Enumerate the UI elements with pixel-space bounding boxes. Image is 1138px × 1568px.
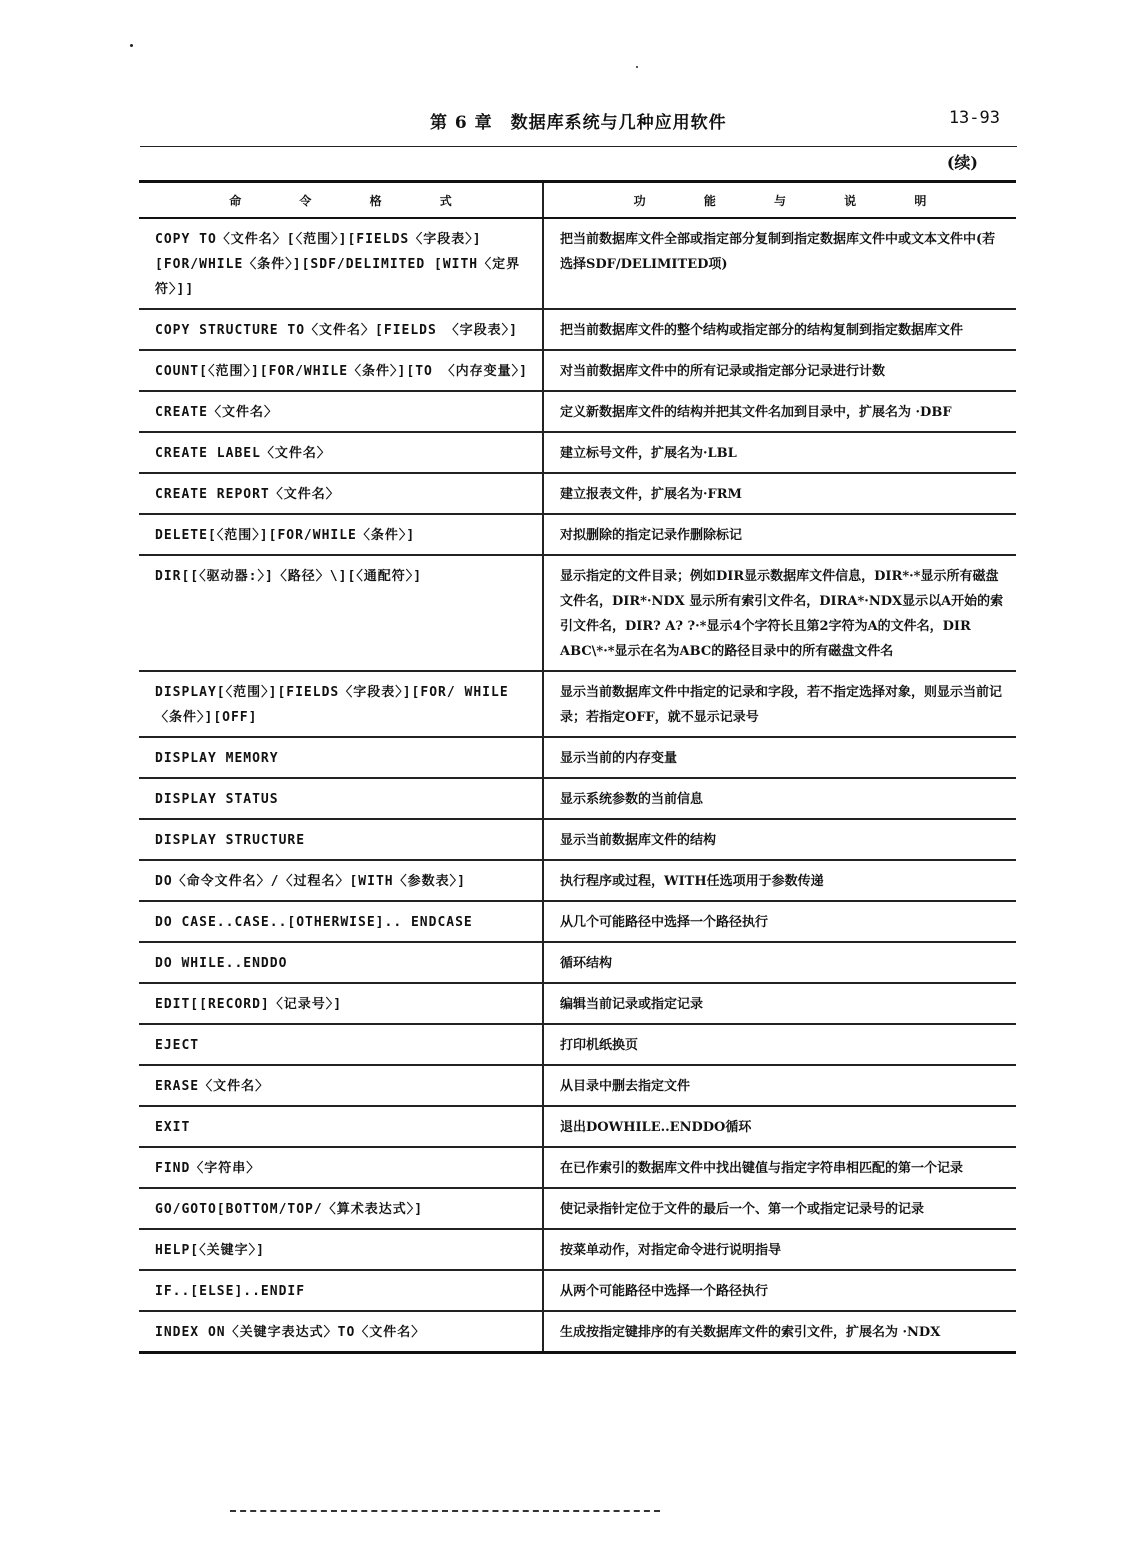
- command-format-cell: DISPLAY MEMORY: [139, 737, 543, 778]
- chapter-title: 第 6 章 数据库系统与几种应用软件: [430, 113, 727, 133]
- scan-speck: [130, 44, 133, 47]
- table-row: [139, 432, 1016, 473]
- table-row: [139, 737, 1016, 778]
- function-description-cell: 把当前数据库文件全部或指定部分复制到指定数据库文件中或文本文件中(若选择SDF/DELIMITED项): [543, 218, 1016, 309]
- function-description-cell: 建立报表文件，扩展名为·FRM: [543, 473, 1016, 514]
- table-row: [139, 983, 1016, 1024]
- command-format-cell: COPY STRUCTURE TO〈文件名〉[FIELDS 〈字段表〉]: [139, 309, 543, 350]
- scan-speck: [636, 66, 638, 68]
- command-format-cell: DO WHILE..ENDDO: [139, 942, 543, 983]
- footer-rule: [230, 1510, 660, 1512]
- table-row: [139, 514, 1016, 555]
- table-row: [139, 309, 1016, 350]
- table-row: [139, 1311, 1016, 1353]
- header-function-description: 功 能 与 说 明: [543, 182, 1016, 219]
- function-description-cell: 从两个可能路径中选择一个路径执行: [543, 1270, 1016, 1311]
- command-format-cell: COPY TO〈文件名〉[〈范围〉][FIELDS〈字段表〉][FOR/WHILE〈条件〉][SDF/DELIMITED [WITH〈定界符〉]]: [139, 218, 543, 309]
- table-row: [139, 1229, 1016, 1270]
- table-row: [139, 1106, 1016, 1147]
- function-description-cell: 显示当前的内存变量: [543, 737, 1016, 778]
- function-description-cell: 在已作索引的数据库文件中找出键值与指定字符串相匹配的第一个记录: [543, 1147, 1016, 1188]
- table-row: [139, 555, 1016, 671]
- table-row: [139, 350, 1016, 391]
- command-format-cell: IF..[ELSE]..ENDIF: [139, 1270, 543, 1311]
- command-format-cell: FIND〈字符串〉: [139, 1147, 543, 1188]
- function-description-cell: 显示当前数据库文件中指定的记录和字段，若不指定选择对象，则显示当前记录；若指定OFF，就不显示记录号: [543, 671, 1016, 737]
- table-row: [139, 778, 1016, 819]
- function-description-cell: 把当前数据库文件的整个结构或指定部分的结构复制到指定数据库文件: [543, 309, 1016, 350]
- header-rule: [140, 146, 1017, 147]
- table-row: [139, 671, 1016, 737]
- command-format-cell: DO CASE..CASE..[OTHERWISE].. ENDCASE: [139, 901, 543, 942]
- function-description-cell: 对当前数据库文件中的所有记录或指定部分记录进行计数: [543, 350, 1016, 391]
- command-format-cell: CREATE REPORT〈文件名〉: [139, 473, 543, 514]
- command-format-cell: ERASE〈文件名〉: [139, 1065, 543, 1106]
- command-format-cell: CREATE〈文件名〉: [139, 391, 543, 432]
- command-format-cell: DIR[[〈驱动器:〉]〈路径〉\][〈通配符〉]: [139, 555, 543, 671]
- table-row: [139, 1024, 1016, 1065]
- function-description-cell: 显示系统参数的当前信息: [543, 778, 1016, 819]
- table-row: [139, 819, 1016, 860]
- function-description-cell: 从目录中删去指定文件: [543, 1065, 1016, 1106]
- function-description-cell: 显示指定的文件目录；例如DIR显示数据库文件信息，DIR*·*显示所有磁盘文件名，DIR*·NDX 显示所有索引文件名，DIRA*·NDX显示以A开始的索引文件名，DIR? A? ?·*显示4个字符长且第2字符为A的文件名，DIR ABC\*·*显示在名为ABC的路径目录中的所有磁盘文件名: [543, 555, 1016, 671]
- table-row: [139, 473, 1016, 514]
- command-format-cell: EDIT[[RECORD]〈记录号〉]: [139, 983, 543, 1024]
- function-description-cell: 从几个可能路径中选择一个路径执行: [543, 901, 1016, 942]
- command-format-cell: EJECT: [139, 1024, 543, 1065]
- command-format-cell: COUNT[〈范围〉][FOR/WHILE〈条件〉][TO 〈内存变量〉]: [139, 350, 543, 391]
- command-format-cell: DELETE[〈范围〉][FOR/WHILE〈条件〉]: [139, 514, 543, 555]
- function-description-cell: 按菜单动作，对指定命令进行说明指导: [543, 1229, 1016, 1270]
- table-row: [139, 1270, 1016, 1311]
- page-header: [140, 108, 1000, 134]
- table-row: [139, 901, 1016, 942]
- function-description-cell: 打印机纸换页: [543, 1024, 1016, 1065]
- function-description-cell: 生成按指定键排序的有关数据库文件的索引文件，扩展名为 ·NDX: [543, 1311, 1016, 1353]
- function-description-cell: 显示当前数据库文件的结构: [543, 819, 1016, 860]
- function-description-cell: 循环结构: [543, 942, 1016, 983]
- table-row: [139, 218, 1016, 309]
- function-description-cell: 编辑当前记录或指定记录: [543, 983, 1016, 1024]
- command-format-cell: INDEX ON〈关键字表达式〉TO〈文件名〉: [139, 1311, 543, 1353]
- function-description-cell: 使记录指针定位于文件的最后一个、第一个或指定记录号的记录: [543, 1188, 1016, 1229]
- command-format-cell: HELP[〈关键字〉]: [139, 1229, 543, 1270]
- command-format-cell: DO〈命令文件名〉/〈过程名〉[WITH〈参数表〉]: [139, 860, 543, 901]
- function-description-cell: 退出DOWHILE..ENDDO循环: [543, 1106, 1016, 1147]
- header-command-format: 命 令 格 式: [139, 182, 543, 219]
- function-description-cell: 建立标号文件，扩展名为·LBL: [543, 432, 1016, 473]
- table-row: [139, 1147, 1016, 1188]
- table-row: [139, 942, 1016, 983]
- command-table: [139, 180, 1016, 1354]
- page-number: 13-93: [948, 108, 1000, 128]
- table-row: [139, 1188, 1016, 1229]
- command-format-cell: CREATE LABEL〈文件名〉: [139, 432, 543, 473]
- command-format-cell: DISPLAY STRUCTURE: [139, 819, 543, 860]
- command-format-cell: DISPLAY STATUS: [139, 778, 543, 819]
- command-format-cell: GO/GOTO[BOTTOM/TOP/〈算术表达式〉]: [139, 1188, 543, 1229]
- function-description-cell: 对拟删除的指定记录作删除标记: [543, 514, 1016, 555]
- table-header-row: [139, 182, 1016, 219]
- continued-label: (续): [946, 153, 978, 172]
- function-description-cell: 定义新数据库文件的结构并把其文件名加到目录中，扩展名为 ·DBF: [543, 391, 1016, 432]
- function-description-cell: 执行程序或过程，WITH任选项用于参数传递: [543, 860, 1016, 901]
- command-format-cell: EXIT: [139, 1106, 543, 1147]
- table-row: [139, 1065, 1016, 1106]
- command-format-cell: DISPLAY[〈范围〉][FIELDS〈字段表〉][FOR/ WHILE〈条件〉][OFF]: [139, 671, 543, 737]
- table-row: [139, 391, 1016, 432]
- table-row: [139, 860, 1016, 901]
